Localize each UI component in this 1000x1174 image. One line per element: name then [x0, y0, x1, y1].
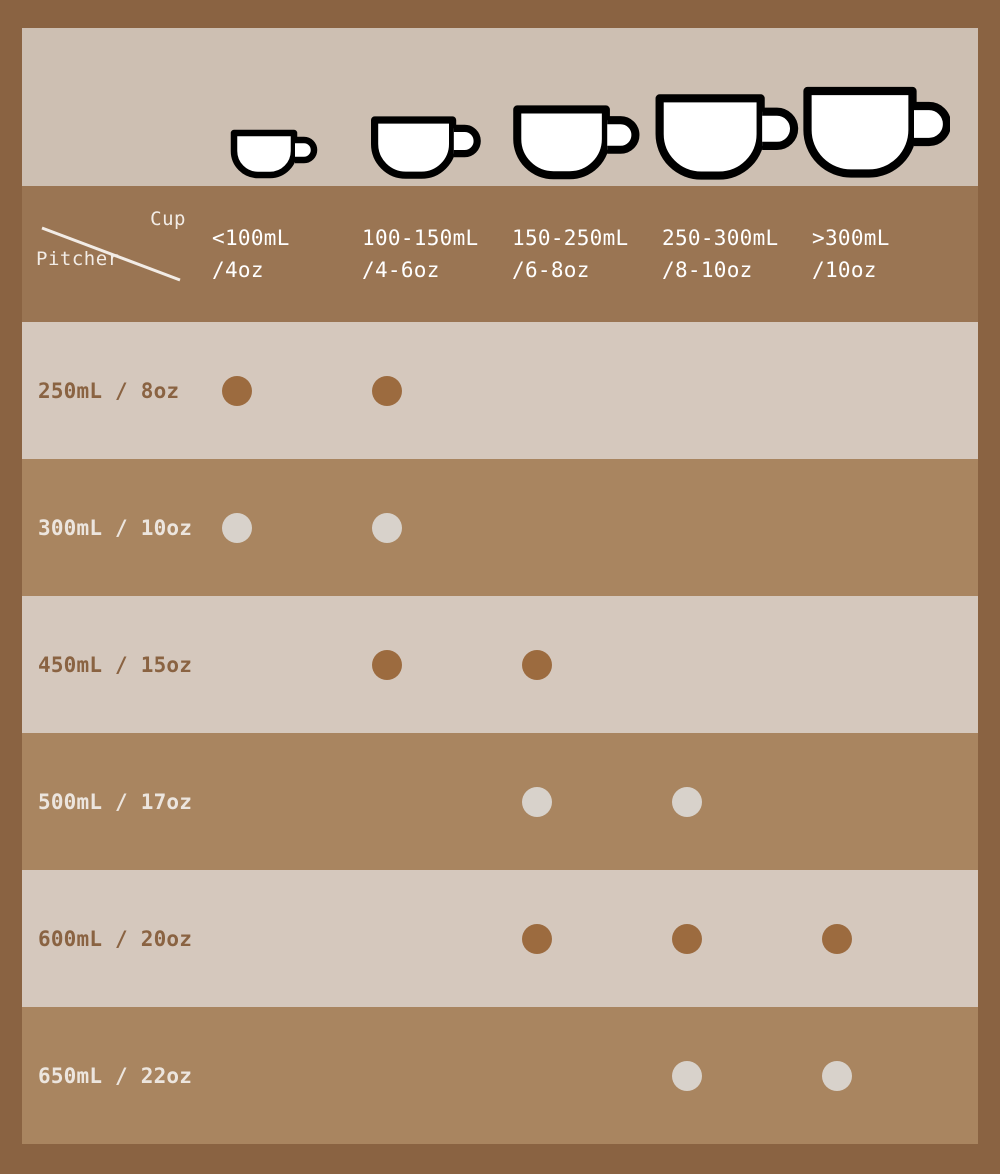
empty-dot — [822, 787, 852, 817]
match-dot — [372, 650, 402, 680]
cup-illustration-cell — [200, 28, 350, 186]
column-header-1 — [350, 222, 500, 286]
cell-1-4 — [800, 459, 950, 596]
cell-3-3 — [650, 733, 800, 870]
empty-dot — [222, 650, 252, 680]
cell-2-4 — [800, 596, 950, 733]
cell-0-3 — [650, 322, 800, 459]
cell-4-2 — [500, 870, 650, 1007]
empty-dot — [822, 513, 852, 543]
table-row — [22, 459, 978, 596]
cell-0-2 — [500, 322, 650, 459]
chart-board — [22, 28, 978, 1146]
cell-2-3 — [650, 596, 800, 733]
cell-5-3 — [650, 1007, 800, 1144]
column-header-2-line2: /6-8oz — [512, 258, 590, 282]
row-label-0: 250mL / 8oz — [38, 378, 180, 403]
column-header-3 — [650, 222, 800, 286]
column-header-2 — [500, 222, 650, 286]
cup-illustration-cell — [800, 28, 950, 186]
cup-illustration-cell — [350, 28, 500, 186]
cell-3-4 — [800, 733, 950, 870]
match-dot — [222, 376, 252, 406]
match-dot — [522, 650, 552, 680]
cup-icon-xsmall — [225, 116, 325, 186]
column-header-4-line1: >300mL — [812, 226, 890, 250]
cell-2-1 — [350, 596, 500, 733]
table-row — [22, 596, 978, 733]
cell-1-3 — [650, 459, 800, 596]
column-header-3-line2: /8-10oz — [662, 258, 753, 282]
cell-4-3 — [650, 870, 800, 1007]
cell-2-2 — [500, 596, 650, 733]
cell-3-1 — [350, 733, 500, 870]
match-dot — [522, 924, 552, 954]
table-row — [22, 870, 978, 1007]
row-label-2: 450mL / 15oz — [38, 652, 193, 677]
match-dot — [372, 513, 402, 543]
cup-icon-large — [650, 82, 800, 186]
column-header-4 — [800, 222, 950, 286]
row-label-3: 500mL / 17oz — [38, 789, 193, 814]
axis-label-cup: Cup — [150, 208, 186, 230]
cell-5-2 — [500, 1007, 650, 1144]
match-dot — [672, 924, 702, 954]
empty-dot — [222, 1061, 252, 1091]
cell-3-2 — [500, 733, 650, 870]
column-header-2-line1: 150-250mL — [512, 226, 629, 250]
row-label-4: 600mL / 20oz — [38, 926, 193, 951]
row-label-1: 300mL / 10oz — [38, 515, 193, 540]
empty-dot — [522, 376, 552, 406]
column-header-0-line2: /4oz — [212, 258, 264, 282]
table-row — [22, 1007, 978, 1144]
cup-icon-small — [363, 102, 487, 186]
match-dot — [672, 787, 702, 817]
cup-icon-xlarge — [800, 74, 950, 186]
table-row — [22, 322, 978, 459]
cell-2-0 — [200, 596, 350, 733]
empty-dot — [672, 376, 702, 406]
cup-illustration-band — [22, 28, 978, 186]
cell-0-4 — [800, 322, 950, 459]
cell-1-2 — [500, 459, 650, 596]
empty-dot — [822, 376, 852, 406]
empty-dot — [222, 787, 252, 817]
empty-dot — [672, 513, 702, 543]
table-row — [22, 733, 978, 870]
cell-4-4 — [800, 870, 950, 1007]
empty-dot — [822, 650, 852, 680]
match-dot — [822, 924, 852, 954]
cell-4-1 — [350, 870, 500, 1007]
table-header-row — [22, 186, 978, 322]
match-dot — [372, 376, 402, 406]
column-header-0 — [200, 222, 350, 286]
cup-illustration-cell — [650, 28, 800, 186]
cell-3-0 — [200, 733, 350, 870]
empty-dot — [372, 787, 402, 817]
empty-dot — [672, 650, 702, 680]
row-label-5: 650mL / 22oz — [38, 1063, 193, 1088]
column-header-1-line2: /4-6oz — [362, 258, 440, 282]
column-header-0-line1: <100mL — [212, 226, 290, 250]
cell-5-0 — [200, 1007, 350, 1144]
match-dot — [672, 1061, 702, 1091]
column-header-4-line2: /10oz — [812, 258, 877, 282]
empty-dot — [522, 1061, 552, 1091]
cell-4-0 — [200, 870, 350, 1007]
match-dot — [522, 787, 552, 817]
cell-0-0 — [200, 322, 350, 459]
empty-dot — [372, 924, 402, 954]
cup-illustration-cell — [500, 28, 650, 186]
cup-icon-medium — [505, 92, 645, 186]
match-dot — [822, 1061, 852, 1091]
empty-dot — [222, 924, 252, 954]
axis-corner-cell — [22, 186, 200, 322]
cell-0-1 — [350, 322, 500, 459]
axis-label-pitcher: Pitcher — [36, 248, 120, 270]
cell-1-1 — [350, 459, 500, 596]
cell-1-0 — [200, 459, 350, 596]
cell-5-1 — [350, 1007, 500, 1144]
empty-dot — [522, 513, 552, 543]
match-dot — [222, 513, 252, 543]
cell-5-4 — [800, 1007, 950, 1144]
column-header-1-line1: 100-150mL — [362, 226, 479, 250]
column-header-3-line1: 250-300mL — [662, 226, 779, 250]
empty-dot — [372, 1061, 402, 1091]
